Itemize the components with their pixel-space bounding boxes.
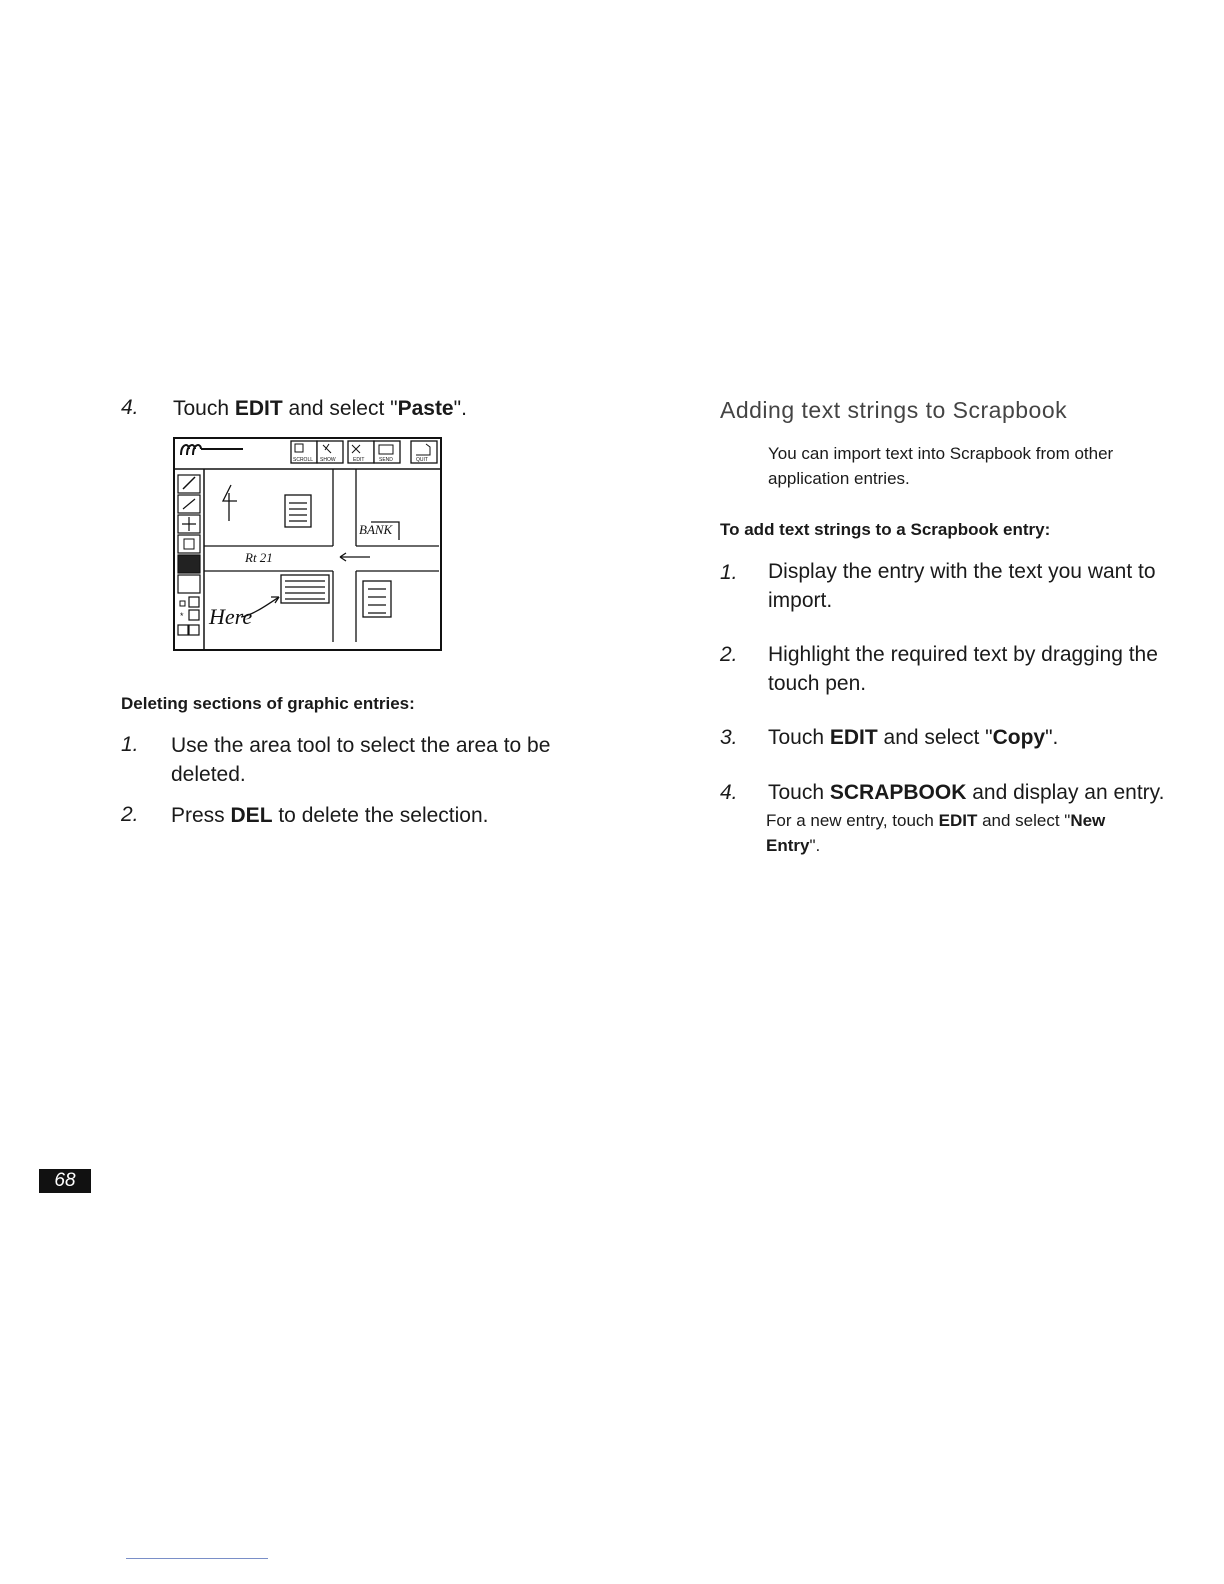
toolbar-label: QUIT	[416, 457, 428, 463]
procedure-heading: To add text strings to a Scrapbook entry:	[720, 520, 1051, 539]
step-number: 2.	[121, 803, 139, 826]
eraser-tool	[178, 575, 200, 593]
section-title: Adding text strings to Scrapbook	[720, 397, 1068, 423]
step-highlight: Highlight the required text by dragging the touch pen.	[768, 643, 1158, 695]
stamp-tool	[178, 535, 200, 553]
footer-rule	[126, 1558, 268, 1559]
step-number: 1.	[720, 561, 738, 584]
step-copy: Touch EDIT and select "Copy".	[768, 726, 1059, 749]
step-note: For a new entry, touch EDIT and select "New Entry".	[766, 811, 1106, 855]
step-number: 3.	[720, 726, 738, 749]
step-scrapbook: Touch SCRAPBOOK and display an entry.	[768, 781, 1165, 804]
section-heading: Deleting sections of graphic entries:	[121, 694, 415, 713]
step-number: 4.	[121, 396, 139, 419]
step-number: 4.	[720, 781, 738, 804]
step-paste: Touch EDIT and select "Paste".	[173, 397, 467, 420]
device-screenshot	[173, 437, 443, 652]
step-select-area: Use the area tool to select the area to be deleted.	[171, 734, 551, 786]
page-number: 68	[39, 1169, 91, 1193]
toolbar-label: SHOW	[320, 457, 336, 463]
toolbar-label: SCROLL	[293, 457, 314, 463]
toolbar-label: EDIT	[353, 457, 365, 463]
svg-text:*: *	[180, 611, 184, 621]
route-label: Rt 21	[245, 550, 273, 565]
intro-text: You can import text into Scrapbook from other application entries.	[768, 444, 1114, 488]
here-label: Here	[209, 604, 253, 629]
step-delete: Press DEL to delete the selection.	[171, 804, 489, 827]
area-tool	[178, 555, 200, 573]
step-display-entry: Display the entry with the text you want to import.	[768, 560, 1156, 612]
toolbar-label: SEND	[379, 457, 393, 463]
bank-label: BANK	[359, 522, 393, 537]
step-number: 2.	[720, 643, 738, 666]
step-number: 1.	[121, 733, 139, 756]
